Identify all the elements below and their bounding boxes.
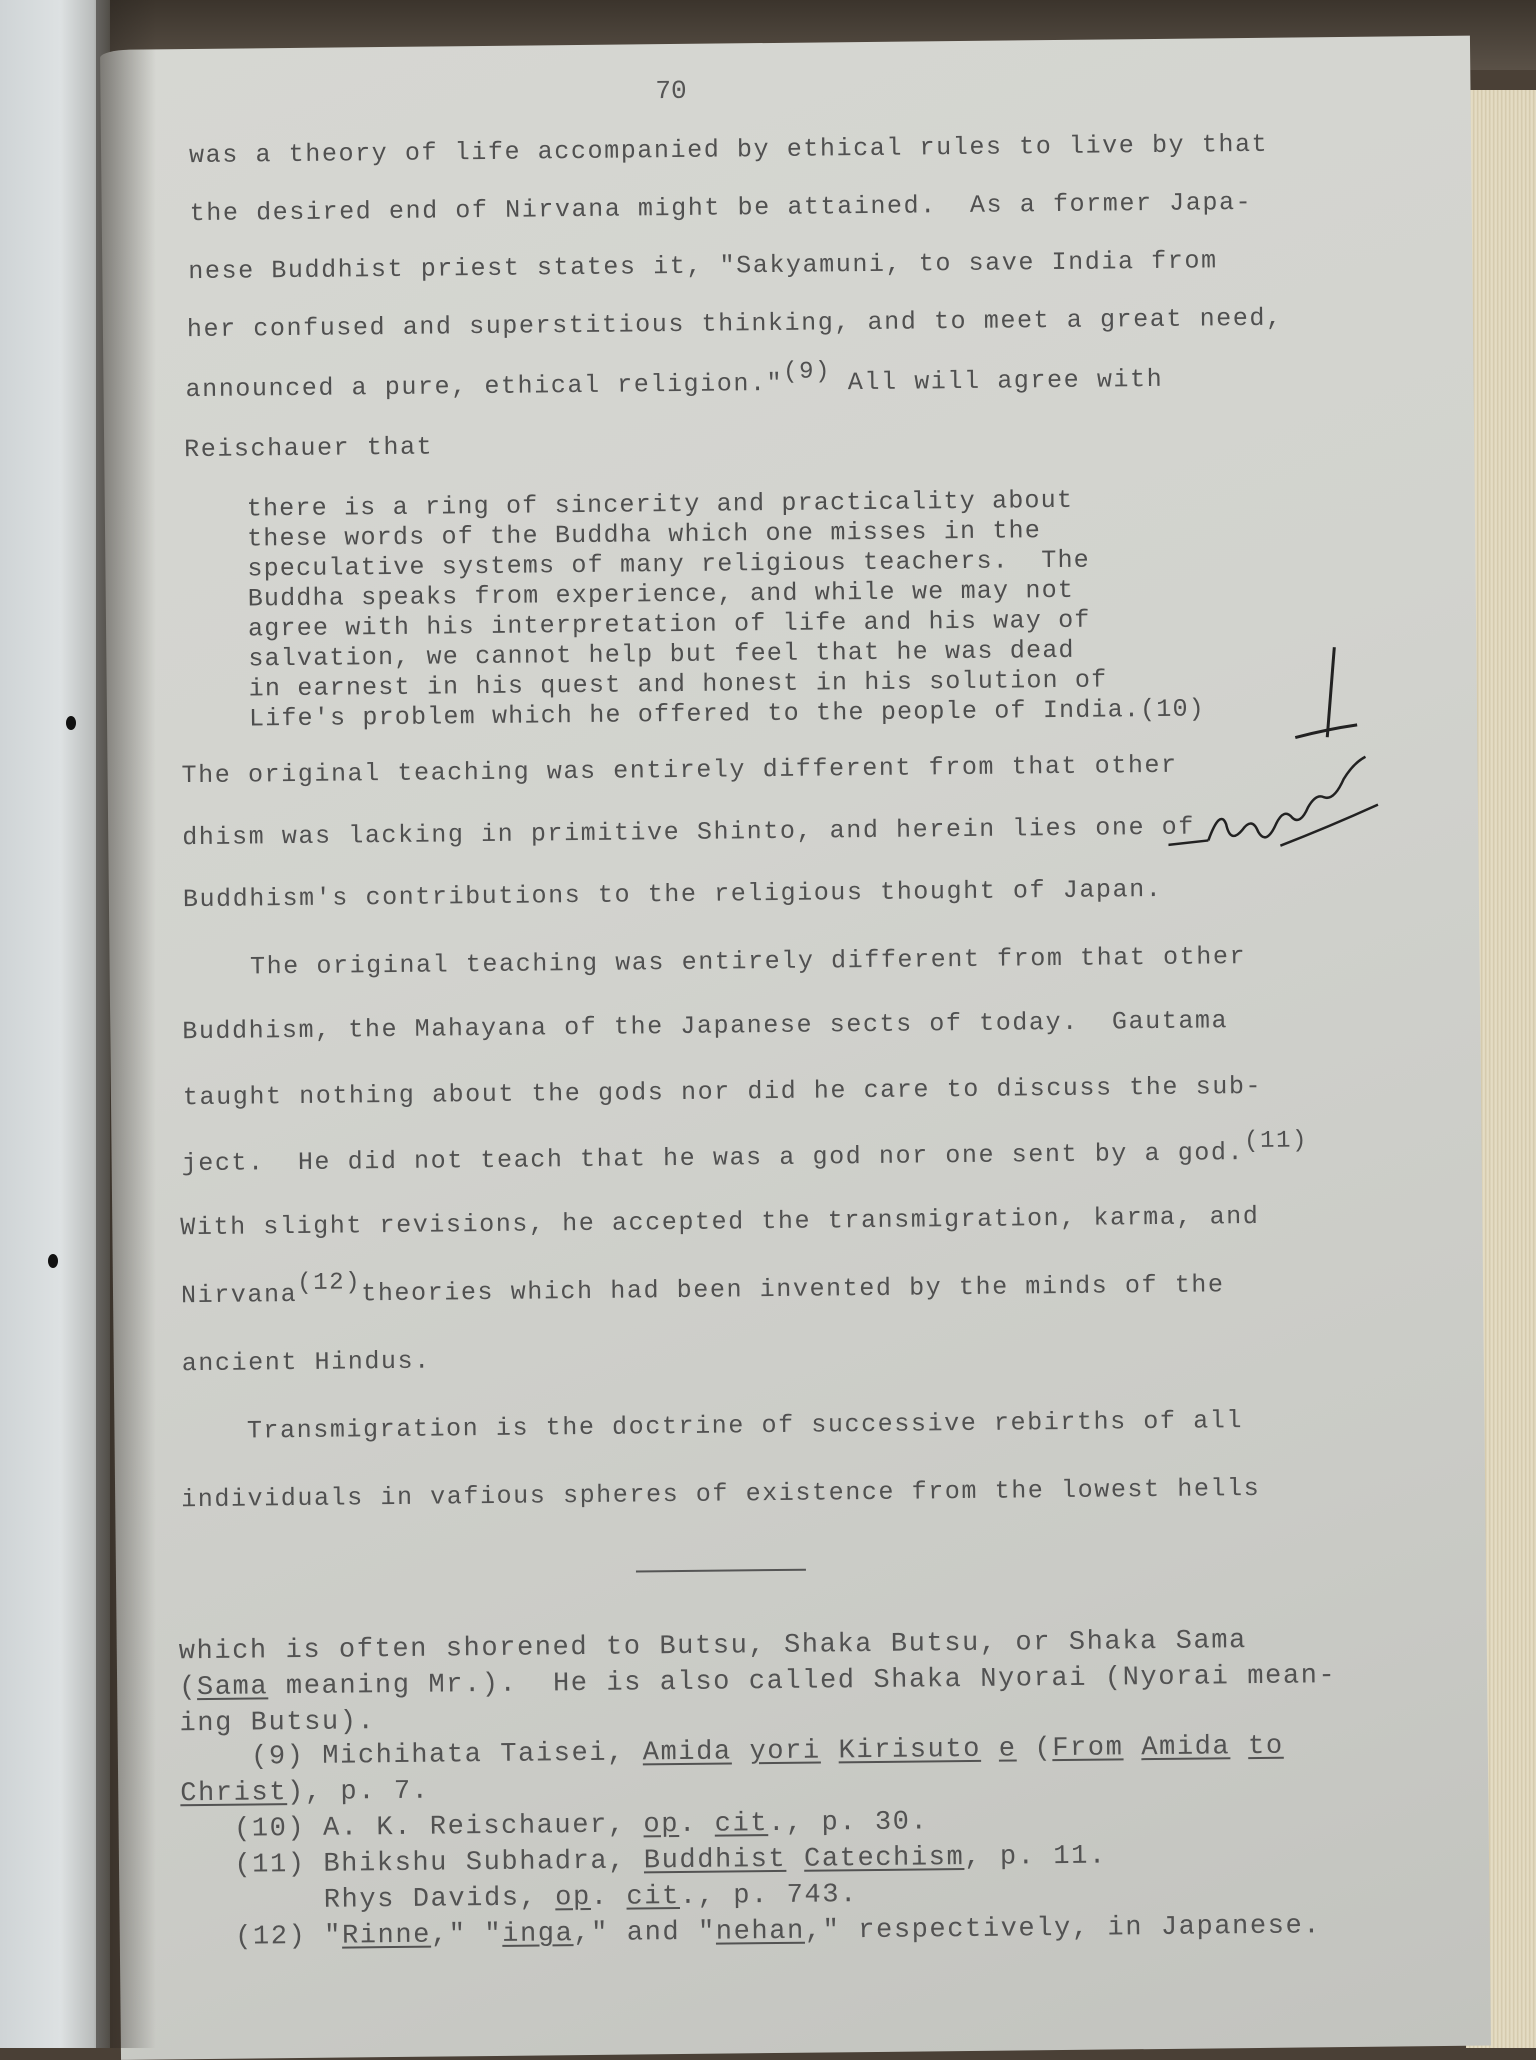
body-line: was a theory of life accompanied by ethical rules to live by that bbox=[188, 129, 1269, 171]
footnote-underlined: Sama bbox=[196, 1672, 269, 1704]
body-line: The original teaching was entirely different from that other bbox=[183, 942, 1247, 983]
body-line: ancient Hindus. bbox=[181, 1346, 431, 1379]
footnote-underlined: Rinne bbox=[341, 1920, 432, 1952]
footnote-underlined: Amida bbox=[1141, 1732, 1231, 1764]
binding-hole bbox=[66, 716, 76, 730]
body-line-text: announced a pure, ethical religion." bbox=[185, 368, 784, 405]
body-line: Transmigration is the doctrine of successive rebirths of all bbox=[180, 1406, 1244, 1447]
body-line: Buddhism, the Mahayana of the Japanese sects of today. Gautama bbox=[182, 1006, 1229, 1047]
quote-line: these words of the Buddha which one misses in the bbox=[246, 516, 1042, 554]
body-line bbox=[185, 358, 1164, 405]
page-number: 70 bbox=[655, 75, 687, 107]
footnote-text: meaning Mr.). He is also called Shaka Nyorai (Nyorai mean- bbox=[268, 1661, 1337, 1703]
footnote-text: (12) " bbox=[181, 1921, 343, 1954]
quote-line: agree with his interpretation of life and his way of bbox=[247, 605, 1091, 644]
footnote-text: . bbox=[678, 1809, 715, 1841]
body-line-text: ject. He did not teach that he was a god nor one sent by a god. bbox=[181, 1138, 1245, 1179]
footnote-underlined: e bbox=[998, 1734, 1017, 1765]
footnote-text: ," and " bbox=[573, 1917, 717, 1950]
footnote-text: (9) Michihata Taisei, bbox=[179, 1738, 643, 1774]
footnote-ref: (12) bbox=[297, 1269, 362, 1298]
binding-hole bbox=[48, 1254, 58, 1268]
quote-line: salvation, we cannot help but feel that he was dead bbox=[248, 635, 1075, 674]
footnote-underlined: yori bbox=[749, 1736, 821, 1768]
footnote-text: ," respectively, in Japanese. bbox=[804, 1911, 1322, 1947]
quote-line: Buddha speaks from experience, and while we may not bbox=[247, 575, 1075, 614]
footnote-line: ing Butsu). bbox=[179, 1707, 376, 1740]
footnote-11-cont bbox=[181, 1880, 858, 1917]
footnote-underlined: nehan bbox=[715, 1916, 806, 1948]
footnote-text: ( bbox=[1034, 1734, 1053, 1765]
footnote-underlined: Kirisuto bbox=[838, 1734, 982, 1767]
footnote-underlined: op bbox=[643, 1810, 680, 1841]
body-line: individuals in vafious spheres of existence from the lowest hells bbox=[181, 1473, 1261, 1515]
footnote-10 bbox=[180, 1807, 928, 1845]
body-line-text: All will agree with bbox=[847, 364, 1164, 398]
footnote-text: (11) Bhikshu Subhadra, bbox=[180, 1846, 645, 1882]
pencil-annotation bbox=[1166, 646, 1398, 878]
gutter-shadow bbox=[96, 0, 156, 2048]
footnote-text: . bbox=[590, 1882, 627, 1913]
footnote-underlined: to bbox=[1247, 1731, 1284, 1763]
body-line: dhism was lacking in primitive Shinto, and herein lies one of bbox=[182, 812, 1196, 853]
footnote-12 bbox=[182, 1911, 1322, 1953]
body-line-text: theories which had been invented by the minds of the bbox=[361, 1270, 1225, 1309]
body-line: With slight revisions, he accepted the transmigration, karma, and bbox=[180, 1201, 1260, 1243]
footnote-line bbox=[179, 1661, 1336, 1703]
body-line: Buddhism's contributions to the religious thought of Japan. bbox=[182, 874, 1163, 915]
footnote-underlined: From bbox=[1052, 1733, 1124, 1765]
footnote-underlined: Catechism bbox=[803, 1843, 965, 1875]
quote-line: there is a ring of sincerity and practicality about bbox=[246, 485, 1074, 524]
quote-line: speculative systems of many religious teachers. The bbox=[247, 545, 1091, 584]
book-page bbox=[100, 36, 1491, 2060]
footnote-underlined: Amida bbox=[642, 1737, 732, 1769]
footnote-underlined: Buddhist bbox=[643, 1844, 787, 1877]
body-line: the desired end of Nirvana might be attained. As a former Japa- bbox=[189, 187, 1253, 229]
footnote-9-cont bbox=[180, 1777, 430, 1810]
footnote-9 bbox=[180, 1732, 1284, 1774]
footnote-ref: (9) bbox=[782, 358, 832, 386]
quote-line: in earnest in his quest and honest in his solution of bbox=[248, 665, 1108, 704]
footnote-line: which is often shorened to Butsu, Shaka Butsu, or Shaka Sama bbox=[178, 1626, 1248, 1668]
footnote-text: ), p. 7. bbox=[286, 1776, 430, 1809]
footnote-underlined: cit bbox=[714, 1809, 769, 1840]
footnote-text: , p. 11. bbox=[964, 1841, 1107, 1874]
footnote-underlined: op bbox=[555, 1882, 592, 1914]
footnote-underlined: inga bbox=[502, 1919, 574, 1950]
body-line bbox=[181, 1127, 1309, 1179]
body-line: Reischauer that bbox=[184, 432, 434, 465]
body-line-text: Nirvana bbox=[180, 1280, 298, 1311]
footnote-ref: (11) bbox=[1243, 1127, 1309, 1156]
footnote-underlined: cit bbox=[626, 1882, 681, 1913]
footnote-text: Rhys Davids, bbox=[181, 1883, 556, 1918]
footnote-text: ., p. 743. bbox=[679, 1880, 859, 1913]
footnote-text: ., p. 30. bbox=[767, 1807, 929, 1840]
body-line: her confused and superstitious thinking, and to meet a great need, bbox=[186, 303, 1283, 345]
footnote-11 bbox=[181, 1842, 1107, 1882]
body-line: taught nothing about the gods nor did he care to discuss the sub- bbox=[182, 1071, 1263, 1113]
body-line: The original teaching was entirely different from that other bbox=[181, 750, 1178, 791]
footnote-rule bbox=[636, 1569, 806, 1573]
footnote-text: (10) A. K. Reischauer, bbox=[180, 1810, 644, 1846]
body-line: nese Buddhist priest states it, "Sakyamuni, to save India from bbox=[188, 246, 1218, 287]
footnote-underlined: Christ bbox=[180, 1778, 288, 1810]
quote-line: Life's problem which he offered to the people of India.(10) bbox=[248, 694, 1206, 734]
footnote-text: ( bbox=[179, 1673, 198, 1704]
previous-page-edge bbox=[0, 0, 110, 2048]
body-line bbox=[181, 1270, 1225, 1310]
footnote-text: ," " bbox=[430, 1919, 503, 1951]
